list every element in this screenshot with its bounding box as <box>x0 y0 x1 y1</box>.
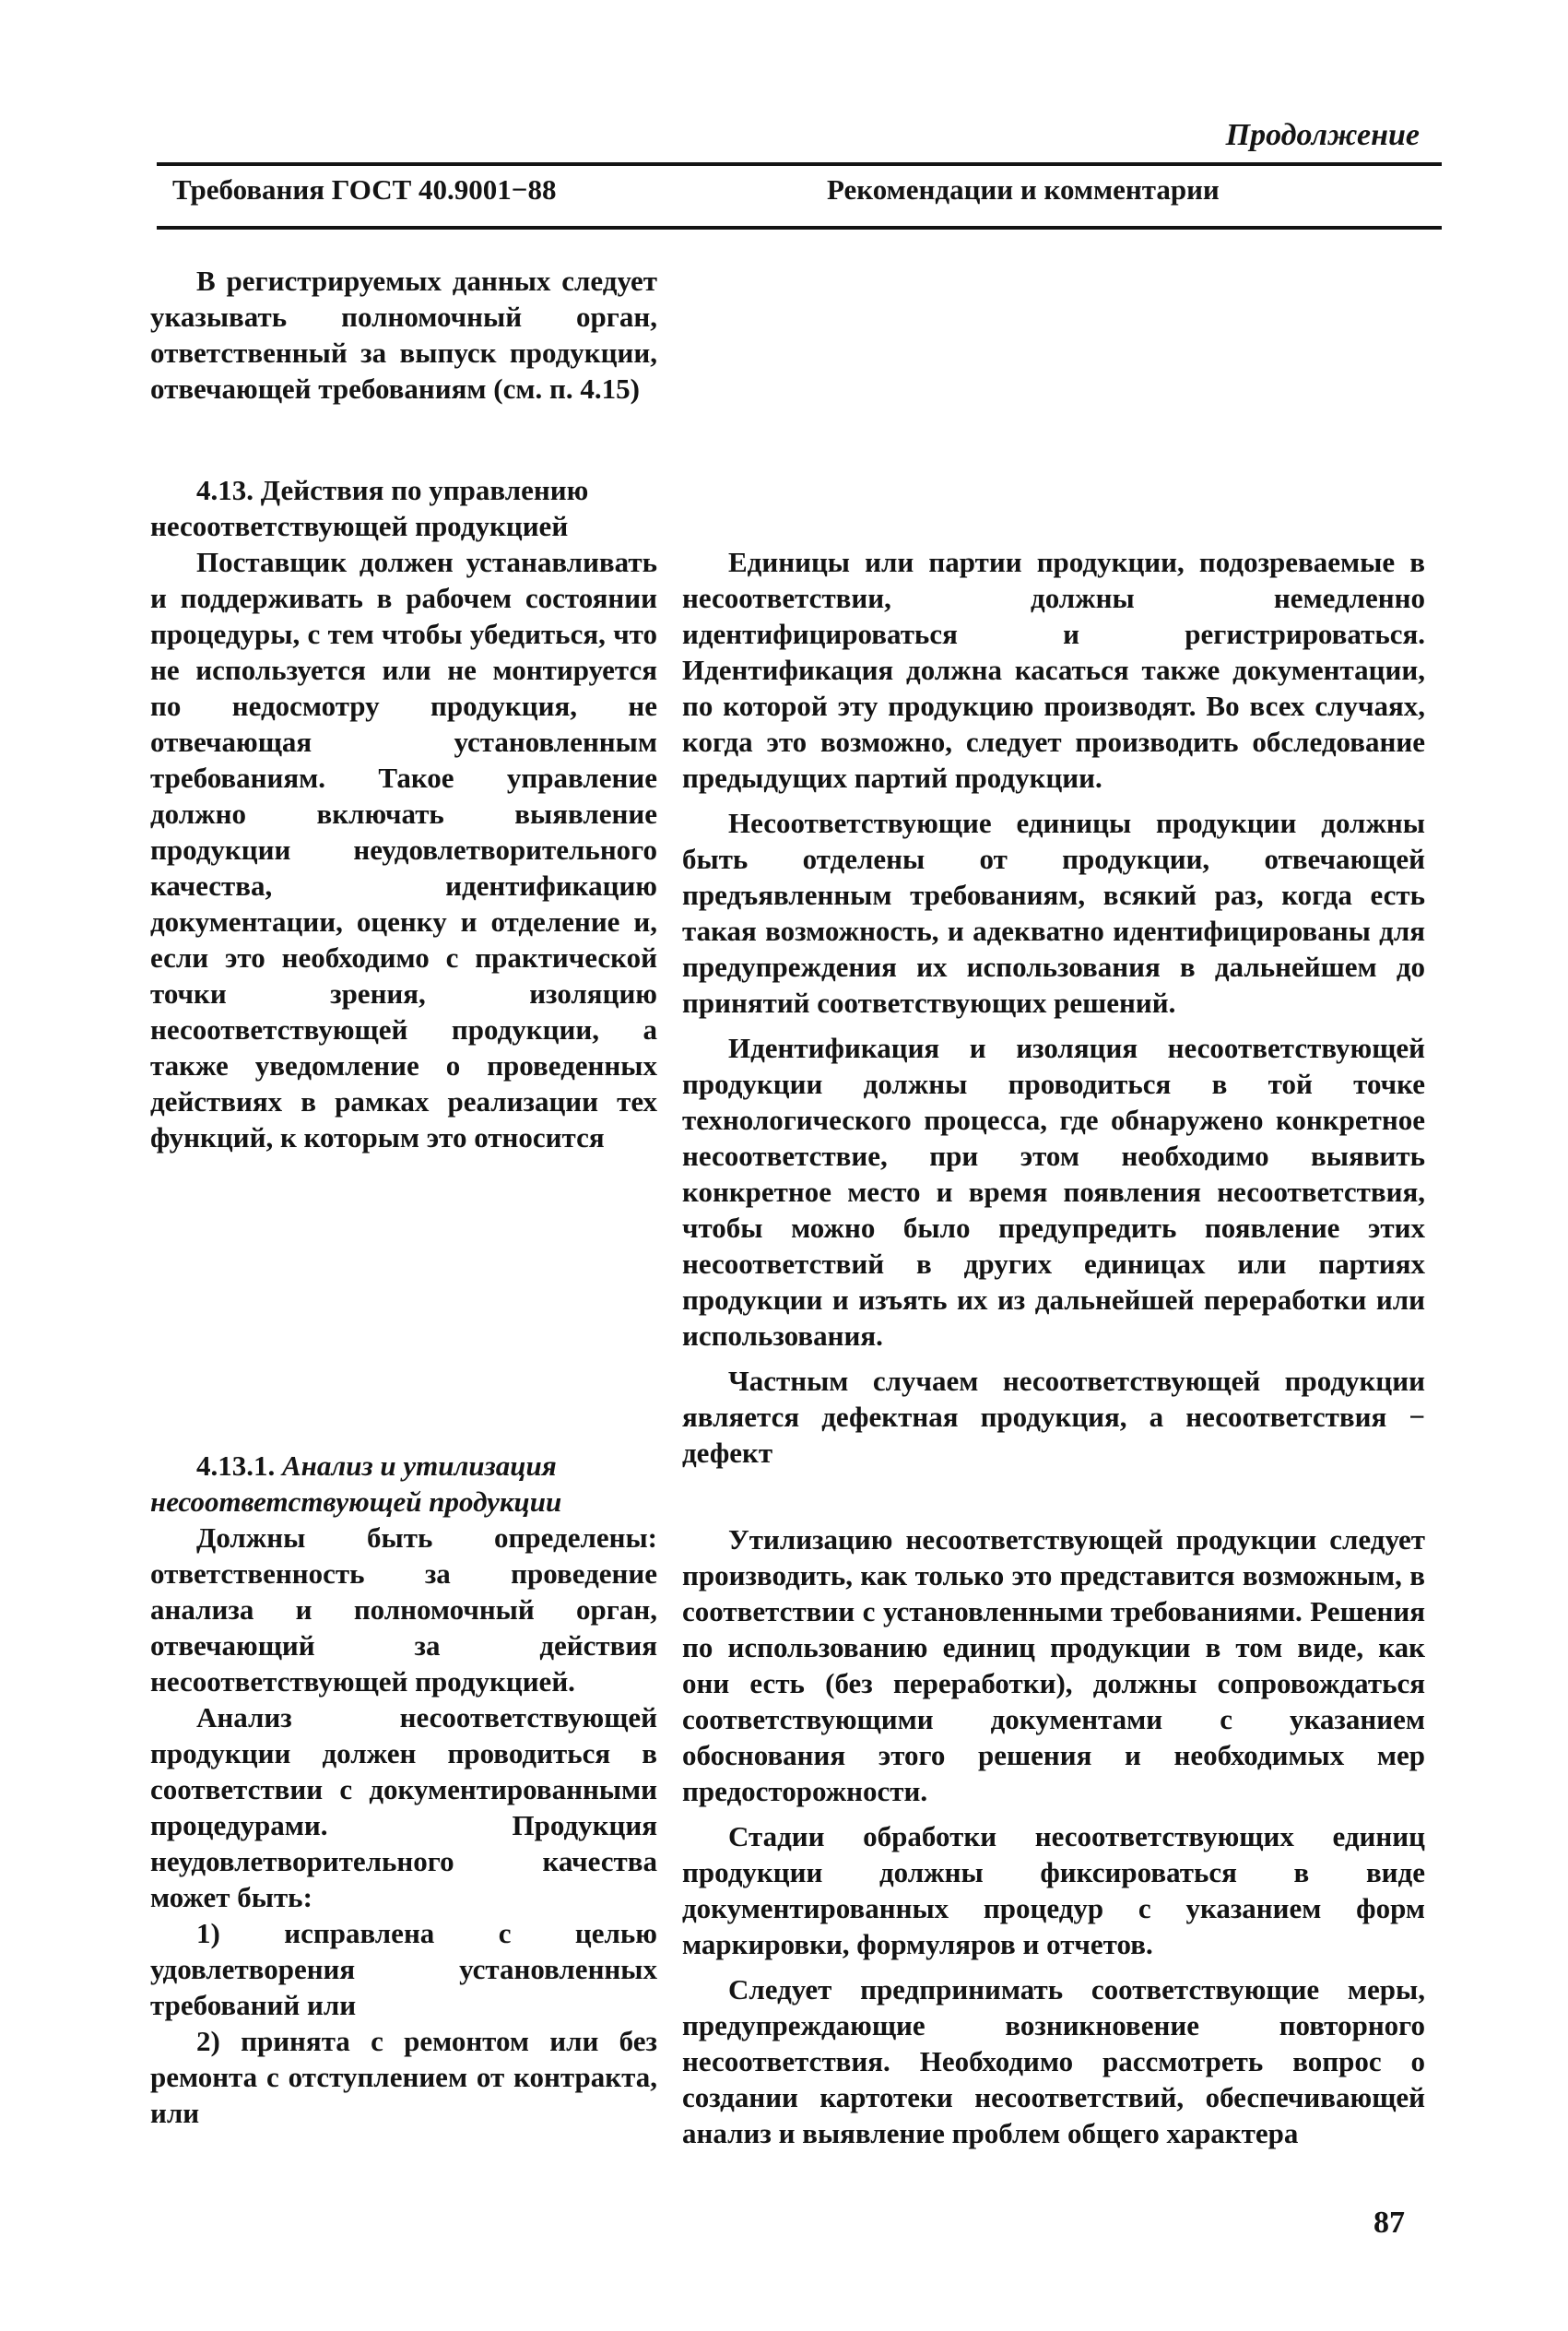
header-top-rule <box>157 162 1442 166</box>
right-paragraph-3: Идентификация и изоляция несоответствующей продукции должны проводиться в той точке технологического процесса, где обнаружено конкретное несоответствие, при этом необходимо выявить конкретное место и время появления несоответствия, чтобы можно было предупредить появление этих несоответствий в других единицах или партиях продукции и изъять их из дальнейшей переработки или использования. <box>682 1032 1425 1352</box>
section-4-13-text: Поставщик должен устанавливать и поддерживать в рабочем состоянии процедуры, с тем чтобы убедиться, что не используется или не монтируется по недосмотру продукция, не отвечающая установленным требованиям. Такое управление должно включать выявление продукции неудовлетворительного качества, идентификацию документации, оценку и отделение и, если это необходимо с практической точки зрения, изоляцию несоответствующей продукции, а также уведомление о проведенных действиях в рамках реализации тех функций, к которым это относится <box>150 546 657 1154</box>
continuation-label: Продолжение <box>1225 118 1420 152</box>
right-paragraph-7: Следует предпринимать соответствующие меры, предупреждающие возникновение повторного несоответствия. Необходимо рассмотреть вопрос о создании картотеки несоответствий, обеспечивающей анализ и выявление проблем общего характера <box>682 1973 1425 2149</box>
header-right-title: Рекомендации и комментарии <box>827 173 1220 206</box>
page-number: 87 <box>1373 2206 1405 2240</box>
left-block-section-4-13-1 <box>150 1448 657 2131</box>
section-4-13-1-paragraph-4: 2) принята с ремонтом или без ремонта с отступлением от контракта, или <box>150 2025 657 2129</box>
right-paragraph-6: Стадии обработки несоответствующих единиц продукции должны фиксироваться в виде документированных процедур с указанием форм маркировки, формуляров и отчетов. <box>682 1820 1425 1960</box>
section-4-13-1-paragraph-2: Анализ несоответствующей продукции должен проводиться в соответствии с документированными процедурами. Продукция неудовлетворительного качества может быть: <box>150 1701 657 1913</box>
right-block-identification <box>682 544 1425 1471</box>
header-bottom-rule <box>157 226 1442 230</box>
section-4-13-1-paragraph-1: Должны быть определены: ответственность за проведение анализа и полномочный орган, отвечающий за действия несоответствующей продукцией. <box>150 1521 657 1698</box>
right-paragraph-1: Единицы или партии продукции, подозреваемые в несоответствии, должны немедленно идентифицироваться и регистрироваться. Идентификация должна касаться также документации, по которой эту продукцию производят. Во всех случаях, когда это возможно, следует производить обследование предыдущих партий продукции. <box>682 546 1425 794</box>
right-paragraph-4: Частным случаем несоответствующей продукции является дефектная продукция, а несоответствия − дефект <box>682 1365 1425 1469</box>
section-4-13-1-title: Анализ и утилизация несоответствующей продукции <box>150 1449 562 1518</box>
left-paragraph-registration: В регистрируемых данных следует указывать полномочный орган, ответственный за выпуск продукции, отвечающей требованиям (см. п. 4.15) <box>150 265 657 405</box>
left-block-section-4-13 <box>150 472 657 1155</box>
right-paragraph-5: Утилизацию несоответствующей продукции следует производить, как только это представится возможным, в соответствии с установленными требованиями. Решения по использованию единиц продукции в том виде, как они есть (без переработки), должны сопровождаться соответствующими документами с указанием обоснования этого решения и необходимых мер предосторожности. <box>682 1523 1425 1807</box>
section-4-13-1-number: 4.13.1. <box>196 1449 276 1482</box>
section-4-13-title: 4.13. Действия по управлению несоответствующей продукцией <box>150 474 589 542</box>
right-block-utilization <box>682 1521 1425 2151</box>
left-block-registration <box>150 263 657 407</box>
header-left-title: Требования ГОСТ 40.9001−88 <box>172 173 557 206</box>
section-4-13-1-paragraph-3: 1) исправлена с целью удовлетворения установленных требований или <box>150 1917 657 2021</box>
right-paragraph-2: Несоответствующие единицы продукции должны быть отделены от продукции, отвечающей предъявленным требованиям, всякий раз, когда есть такая возможность, и адекватно идентифицированы для предупреждения их использования в дальнейшем до принятий соответствующих решений. <box>682 807 1425 1019</box>
section-4-13-1-heading <box>150 1448 657 1520</box>
